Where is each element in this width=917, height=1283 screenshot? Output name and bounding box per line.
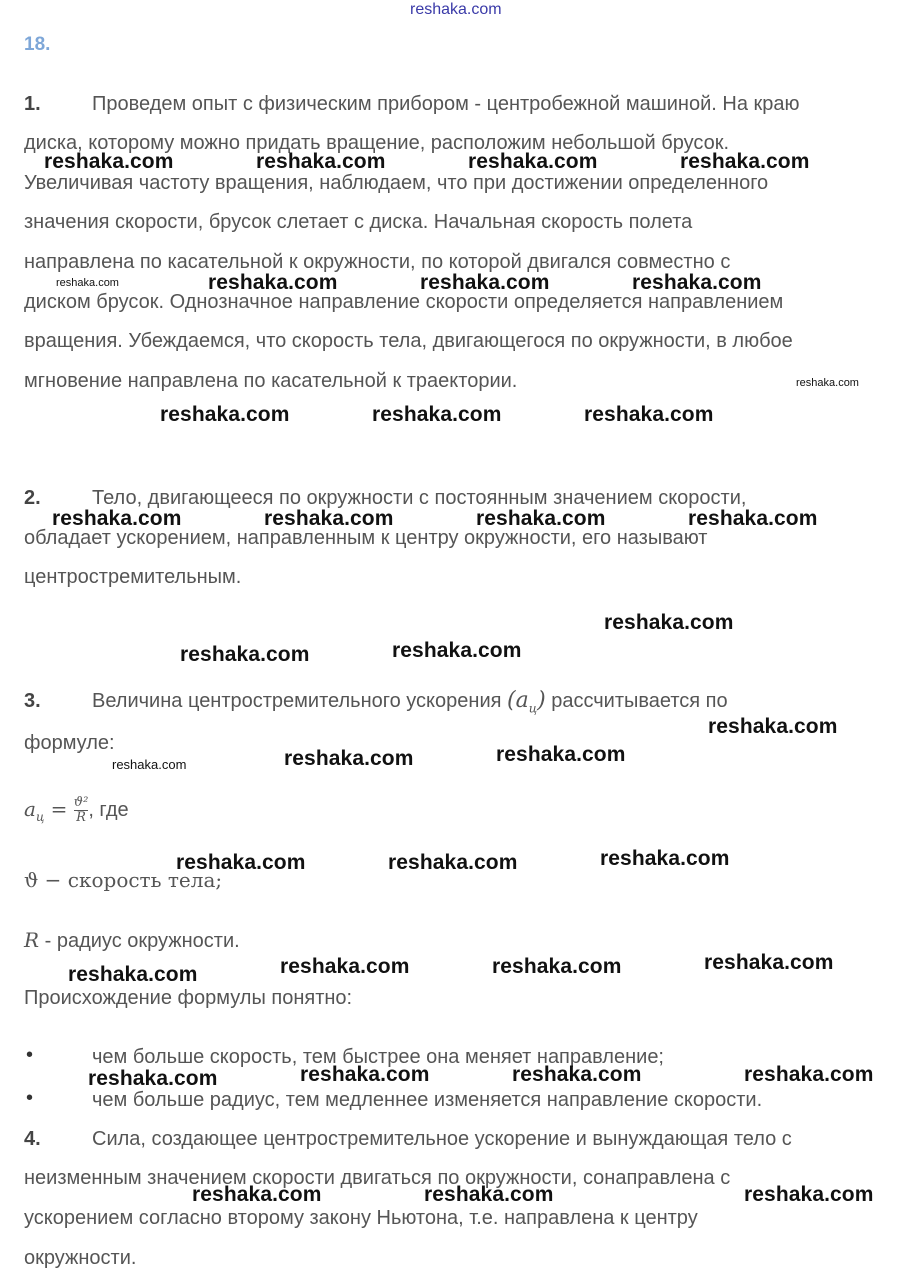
bullet-dot: • — [26, 1044, 34, 1066]
section-2-line: центростремительным. — [24, 566, 242, 588]
watermark: reshaka.com — [512, 1063, 642, 1086]
section-4-line: Сила, создающее центростремительное ускорение и вынуждающая тело с — [92, 1128, 792, 1150]
watermark: reshaka.com — [256, 150, 386, 173]
watermark-small: reshaka.com — [56, 277, 119, 289]
formula: $a_ц$ = $\frac{\text{ϑ²}}{R}$ , где — [24, 795, 129, 825]
section-3-text: Величина центростремительного ускорения — [92, 690, 507, 712]
task-number: 18. — [24, 34, 51, 55]
watermark: reshaka.com — [604, 611, 734, 634]
section-4-line: ускорением согласно второму закону Ньютона, т.е. направлена к центру — [24, 1207, 698, 1229]
watermark: reshaka.com — [468, 150, 598, 173]
section-1-number: 1. — [24, 93, 41, 115]
watermark: reshaka.com — [392, 639, 522, 662]
watermark: reshaka.com — [492, 955, 622, 978]
watermark: reshaka.com — [584, 403, 714, 426]
watermark: reshaka.com — [280, 955, 410, 978]
section-1-line: Увеличивая частоту вращения, наблюдаем, что при достижении определенного — [24, 172, 769, 194]
formula-fraction: $\frac{\text{ϑ²}}{R}$ — [73, 795, 89, 825]
watermark: reshaka.com — [68, 963, 198, 986]
section-1-line: направлена по касательной к окружности, по которой двигался совместно с — [24, 251, 731, 273]
watermark: reshaka.com — [180, 643, 310, 666]
bullet-item: чем больше радиус, тем медленнее изменяется направление скорости. — [92, 1089, 763, 1111]
watermark: reshaka.com — [160, 403, 290, 426]
section-2-line: обладает ускорением, направленным к центру окружности, его называют — [24, 527, 708, 549]
formula-origin: Происхождение формулы понятно: — [24, 987, 353, 1009]
section-2-line: Тело, двигающееся по окружности с постоянным значением скорости, — [92, 487, 747, 509]
section-3-line-1 — [92, 689, 728, 720]
watermark: reshaka.com — [744, 1183, 874, 1206]
watermark-small: reshaka.com — [796, 377, 859, 389]
bullet-item: чем больше скорость, тем быстрее она меняет направление; — [92, 1046, 664, 1068]
watermark: reshaka.com — [704, 951, 834, 974]
watermark: reshaka.com — [600, 847, 730, 870]
section-4-number: 4. — [24, 1128, 41, 1150]
section-1-line: Проведем опыт с физическим прибором - центробежной машиной. На краю — [92, 93, 800, 115]
watermark: reshaka.com — [496, 743, 626, 766]
watermark: reshaka.com — [44, 150, 174, 173]
section-4-line: окружности. — [24, 1247, 137, 1269]
watermark: reshaka.com — [688, 507, 818, 530]
definition-speed: ϑ − скорость тела; — [24, 868, 223, 892]
watermark: reshaka.com — [744, 1063, 874, 1086]
section-3-number: 3. — [24, 690, 41, 712]
site-header-watermark: reshaka.com — [410, 1, 502, 18]
watermark: reshaka.com — [476, 507, 606, 530]
section-3-line-2: формуле: — [24, 732, 115, 754]
section-1-line: вращения. Убеждаемся, что скорость тела, двигающегося по окружности, в любое — [24, 330, 793, 352]
watermark: reshaka.com — [88, 1067, 218, 1090]
section-1-line: мгновение направлена по касательной к траектории. — [24, 370, 518, 392]
bullet-dot: • — [26, 1087, 34, 1109]
watermark: reshaka.com — [388, 851, 518, 874]
watermark: reshaka.com — [708, 715, 838, 738]
section-2-number: 2. — [24, 487, 41, 509]
watermark: reshaka.com — [176, 851, 306, 874]
section-4-line: неизменным значением скорости двигаться по окружности, сонаправлена с — [24, 1167, 731, 1189]
accel-symbol: $(a_ц)$ — [507, 688, 546, 716]
section-1-line: диска, которому можно придать вращение, расположим небольшой брусок. — [24, 132, 730, 154]
section-1-line: диском брусок. Однозначное направление скорости определяется направлением — [24, 291, 784, 313]
watermark: reshaka.com — [52, 507, 182, 530]
watermark: reshaka.com — [372, 403, 502, 426]
watermark: reshaka.com — [632, 271, 762, 294]
watermark: reshaka.com — [192, 1183, 322, 1206]
watermark: reshaka.com — [300, 1063, 430, 1086]
section-3-text-after: рассчитывается по — [545, 690, 728, 712]
section-1-line: значения скорости, брусок слетает с диска. Начальная скорость полета — [24, 211, 693, 233]
watermark: reshaka.com — [680, 150, 810, 173]
watermark: reshaka.com — [208, 271, 338, 294]
watermark: reshaka.com — [424, 1183, 554, 1206]
watermark: reshaka.com — [264, 507, 394, 530]
watermark: reshaka.com — [284, 747, 414, 770]
definition-radius: R - радиус окружности. — [24, 928, 240, 952]
watermark-small: reshaka.com — [112, 757, 187, 772]
watermark: reshaka.com — [420, 271, 550, 294]
